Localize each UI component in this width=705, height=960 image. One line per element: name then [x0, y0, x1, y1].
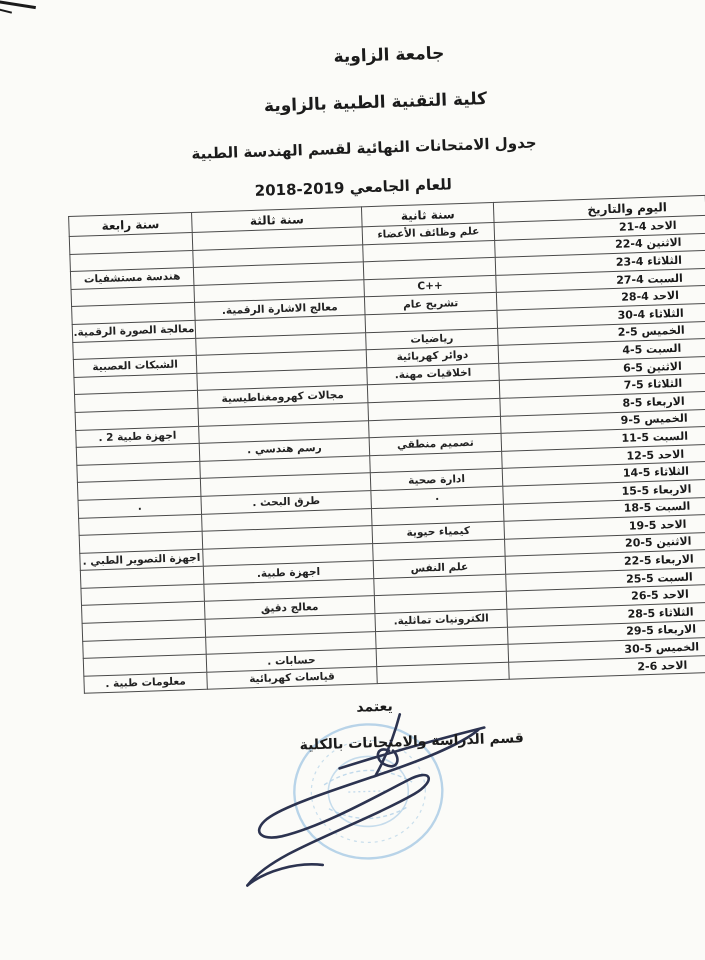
date-cell: السبت 5-18	[503, 497, 705, 522]
subject-cell-year4: اجهزة التصوير الطبي .	[80, 549, 204, 571]
date-cell: السبت 5-11	[501, 426, 705, 451]
subject-cell-year4: اجهزة طبية 2 .	[76, 426, 200, 448]
date-cell: الاحد 4-28	[496, 286, 705, 311]
subject-cell-year4: .	[78, 496, 202, 518]
date-cell: السبت 4-27	[496, 268, 705, 293]
subject-cell-year4: معلومات طبية .	[84, 672, 208, 694]
subject-cell-year4: هندسة مستشفيات	[70, 268, 194, 290]
subject-cell-year2: علم وظائف الأعضاء	[362, 222, 495, 244]
subject-cell-year3: معالج دقيق	[204, 596, 374, 619]
date-cell: الثلاثاء 5-14	[502, 462, 705, 487]
subject-cell-year3: حسابات .	[206, 649, 376, 672]
date-cell: الاحد 5-12	[502, 444, 705, 469]
subject-cell-year2: C++	[364, 275, 497, 297]
subject-cell-year3: مجالات كهرومغناطيسية	[197, 385, 367, 408]
subject-cell-year2: اخلاقيات مهنة.	[367, 363, 500, 385]
subject-cell-year2: تشريح عام	[364, 293, 497, 315]
exam-schedule-table	[68, 195, 705, 694]
department-label: قسم الدراسة والامتحانات بالكلية	[299, 730, 525, 754]
subject-cell-year3: اجهزة طبية.	[203, 561, 373, 584]
subject-cell-year4: معالجة الصورة الرقمية.	[72, 320, 196, 342]
subject-cell-year2: ادارة صحية	[370, 469, 503, 491]
scan-artifact	[0, 0, 36, 9]
subject-cell-year3: معالج الاشارة الرقمية.	[195, 297, 365, 320]
subject-cell-year3: رسم هندسي .	[199, 438, 369, 461]
approval-label: يعتمد	[356, 698, 393, 716]
date-cell: الاثنين 5-6	[499, 356, 705, 381]
column-header-date: اليوم والتاريخ	[493, 195, 705, 222]
date-cell: الاحد 6-2	[509, 655, 705, 680]
scan-artifact	[0, 8, 12, 13]
document-sheet	[40, 22, 705, 953]
column-header-year3: سنة ثالثة	[192, 207, 363, 233]
subject-cell-year2: الكترونيات تماثلية.	[375, 609, 508, 631]
stamp-signature-area	[225, 687, 511, 896]
date-cell: الاربعاء 5-29	[507, 620, 705, 645]
date-cell: الخميس 5-9	[500, 409, 705, 434]
date-cell: الاحد 4-21	[494, 215, 705, 240]
college-name: كلية التقنية الطبية بالزاوية	[263, 89, 488, 117]
subject-cell-year2: .	[371, 486, 504, 508]
university-name: جامعة الزاوية	[333, 43, 445, 68]
date-cell: الاحد 5-26	[506, 585, 705, 610]
date-cell: الاربعاء 5-22	[505, 550, 705, 575]
date-cell: الاربعاء 5-8	[500, 391, 705, 416]
date-cell: الخميس 5-2	[498, 321, 705, 346]
column-header-year2: سنة ثانية	[361, 202, 494, 226]
date-cell: الاثنين 4-22	[495, 233, 705, 258]
subject-cell-year2: رياضيات	[366, 328, 499, 350]
date-cell: الاحد 5-19	[504, 514, 705, 539]
date-cell: الاربعاء 5-15	[503, 479, 705, 504]
date-cell: السبت 5-25	[506, 567, 705, 592]
date-cell: الثلاثاء 5-7	[499, 374, 705, 399]
subject-cell-year2: تصميم منطقي	[369, 433, 502, 455]
date-cell: الخميس 5-30	[508, 637, 705, 662]
date-cell: الاثنين 5-20	[505, 532, 705, 557]
signature-icon	[225, 687, 511, 896]
date-cell: السبت 5-4	[498, 338, 705, 363]
subject-cell-year2: دوائر كهربائية	[366, 346, 499, 368]
subject-cell-year2: كيمياء حيوية	[372, 521, 505, 543]
column-header-year4: سنة رابعة	[69, 212, 193, 236]
subject-cell-year3: طرق البحث .	[201, 491, 371, 514]
schedule-title: جدول الامتحانات النهائية لقسم الهندسة الطبية	[191, 133, 537, 163]
academic-year: للعام الجامعي 2019-2018	[254, 175, 453, 200]
subject-cell-year4: الشبكات العصبية	[73, 356, 197, 378]
subject-cell-year2	[377, 662, 510, 684]
date-cell: الثلاثاء 5-28	[507, 602, 705, 627]
date-cell: الثلاثاء 4-30	[497, 303, 705, 328]
subject-cell-year2: علم النفس	[373, 557, 506, 579]
subject-cell-year3: قياسات كهربائية	[207, 666, 377, 689]
date-cell: الثلاثاء 4-23	[495, 251, 705, 276]
